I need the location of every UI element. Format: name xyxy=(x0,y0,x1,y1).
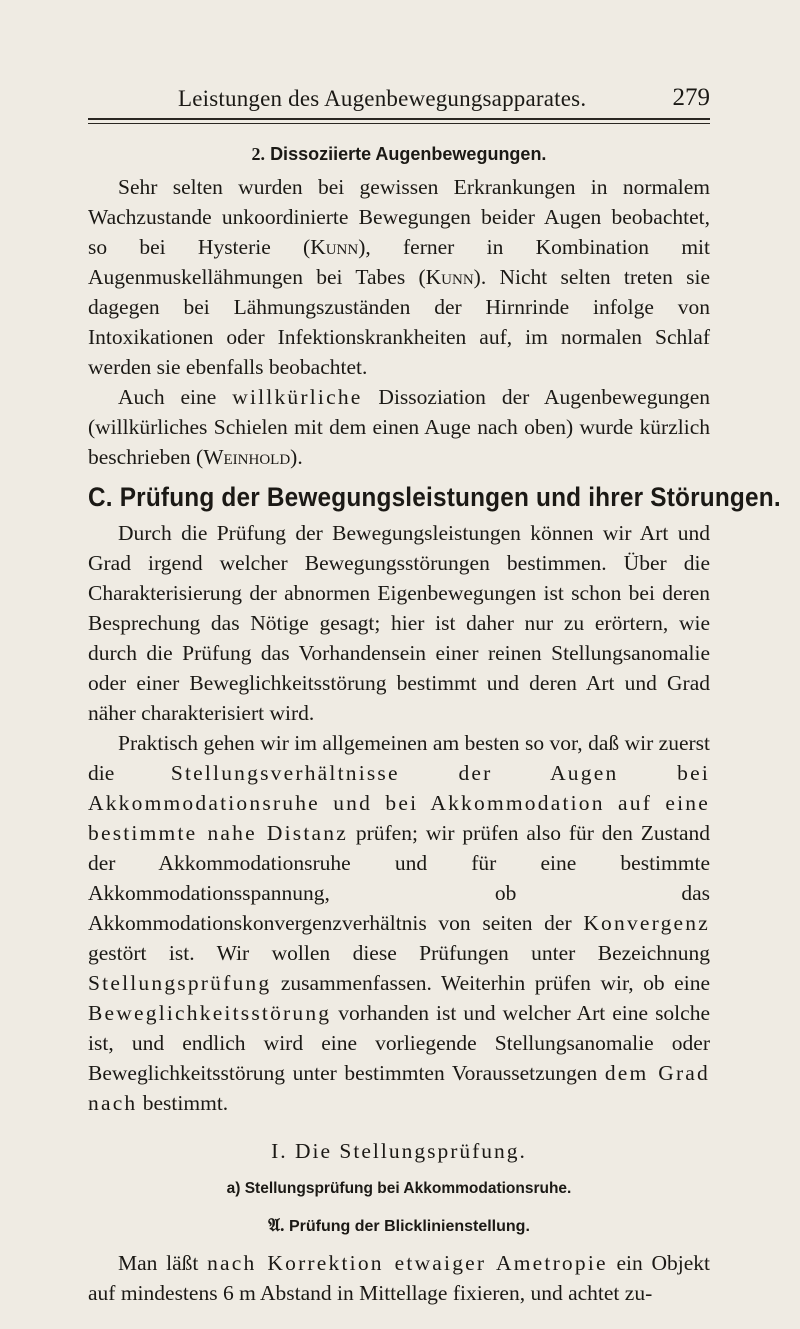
text-run: gestört ist. Wir wollen diese Prüfungen unter Bezeichnung xyxy=(88,941,710,965)
citation-author: Kunn xyxy=(310,235,359,259)
paragraph xyxy=(88,1248,710,1308)
header-rule xyxy=(88,118,710,120)
text-run: zusammenfassen. Weiterhin prüfen wir, ob eine xyxy=(271,971,710,995)
emphasis-spaced: Konvergenz xyxy=(583,911,710,935)
text-run: Dissoziation der Augenbewegungen (willkürliches Schielen mit dem einen Auge nach oben) wurde kürzlich beschrieben ( xyxy=(88,385,710,469)
text-run: Praktisch gehen wir im allgemeinen am besten so vor, daß wir zuerst die xyxy=(88,731,710,785)
text-run: prüfen; wir prüfen also für den Zustand der Akkommodationsruhe und für eine bestimmte Akkommodationsspannung, ob das Akkommodationskonvergenzverhältnis von seiten der xyxy=(88,821,710,935)
emphasis-spaced: Beweglichkeitsstörung xyxy=(88,1001,332,1025)
citation-author: Weinhold xyxy=(203,445,291,469)
text-run: Sehr selten wurden bei gewissen Erkrankungen in normalem Wachzustande unkoordinierte Bewegungen beider Augen beobachtet, so bei Hysterie ( xyxy=(88,175,710,259)
paragraph xyxy=(88,728,710,1118)
text-run: vorhanden ist und welcher Art eine solche ist, und endlich wird eine vorliegende Stellungsanomalie oder Beweglichkeitsstörung unter bestimmten Voraussetzungen xyxy=(88,1001,710,1085)
chapter-heading: C. Prüfung der Bewegungsleistungen und ihrer Störungen. xyxy=(88,482,781,512)
emphasis-spaced: nach Korrektion etwaiger Ametropie xyxy=(207,1251,608,1275)
fraktur-letter: 𝔄. xyxy=(268,1215,285,1235)
emphasis-spaced: Stellungsverhältnisse der Augen bei Akkommodationsruhe und bei Akkommodation auf eine bestimmte nahe Distanz xyxy=(88,761,710,845)
text-run: Auch eine xyxy=(118,385,233,409)
text-run: ), ferner in Kombination mit Augenmuskellähmungen bei Tabes ( xyxy=(88,235,710,289)
paragraph: Durch die Prüfung der Bewegungsleistungen können wir Art und Grad irgend welcher Bewegungsstörungen bestimmen. Über die Charakterisierung der abnormen Eigenbewegungen ist schon bei deren Besprechung das Nötige gesagt; hier ist daher nur zu erörtern, wie durch die Prüfung das Vorhandensein einer reinen Stellungsanomalie oder einer Beweglichkeitsstörung bestimmt und deren Art und Grad näher charakterisiert wird. xyxy=(88,521,710,725)
text-run: ). Nicht selten treten sie dagegen bei Lähmungszuständen der Hirnrinde infolge von Intoxikationen oder Infektionskrankheiten auf, im normalen Schlaf werden sie ebenfalls beobachtet. xyxy=(88,265,710,379)
running-header xyxy=(88,80,710,120)
subsubsubsection-heading xyxy=(88,1210,710,1242)
section-title: Dissoziierte Augenbewegungen. xyxy=(270,144,547,164)
citation-author: Kunn xyxy=(425,265,474,289)
paragraph xyxy=(88,382,710,472)
text-run: Man läßt xyxy=(118,1251,208,1275)
section-heading xyxy=(88,140,710,168)
running-title: Leistungen des Augenbewegungsapparates. xyxy=(178,86,587,111)
text-run: ). xyxy=(290,445,303,469)
page-body xyxy=(88,140,781,1308)
text-run: bestimmt. xyxy=(137,1091,229,1115)
emphasis-spaced: dem Grad nach xyxy=(88,1061,710,1115)
emphasis-spaced: Stellungsprüfung xyxy=(88,971,272,995)
page-number: 279 xyxy=(672,84,710,111)
section-number: 2. xyxy=(251,144,266,164)
header-rule-thin xyxy=(88,123,710,124)
subsubsection-heading: a) Stellungsprüfung bei Akkommodationsruhe. xyxy=(226,1180,572,1197)
paragraph xyxy=(88,172,710,382)
text-run: ein Objekt auf mindestens 6 m Abstand in Mittellage fixieren, und achtet zu- xyxy=(88,1251,710,1305)
emphasis-spaced: willkürliche xyxy=(232,385,363,409)
heading-text: Prüfung der Blicklinienstellung. xyxy=(284,1218,530,1235)
subsection-heading: I. Die Stellungsprüfung. xyxy=(271,1139,527,1163)
